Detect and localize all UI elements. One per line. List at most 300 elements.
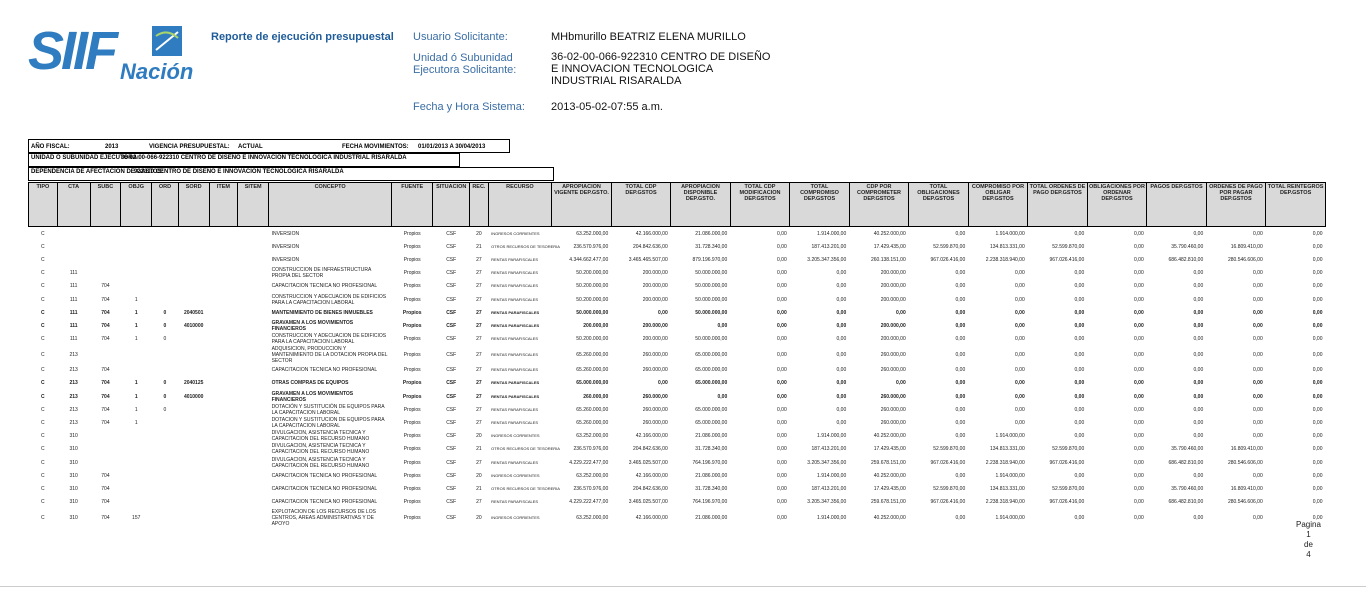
table-cell: 4.229.222.477,00: [569, 499, 609, 506]
table-cell: 27: [476, 459, 482, 466]
table-cell: 1.914.000,00: [995, 230, 1025, 237]
table-cell: [121, 280, 152, 293]
table-cell: 21: [476, 485, 482, 492]
table-cell: 1: [134, 336, 138, 343]
table-cell: 0,00: [955, 283, 966, 290]
table-cell: Propios: [402, 309, 422, 316]
table-cell: CSF: [446, 514, 457, 521]
table-cell: 0,00: [1193, 336, 1204, 343]
table-cell: 686.482.810,00: [1168, 256, 1204, 263]
table-cell: 17.429.435,00: [873, 243, 906, 250]
table-cell: 27: [476, 322, 482, 329]
table-cell: Propios: [403, 256, 421, 263]
vigencia-label: VIGENCIA PRESUPUESTAL:: [149, 144, 230, 150]
table-cell: 31.728.340,00: [695, 446, 728, 453]
table-cell: EXPLOTACION DE LOS RECURSOS DE LOS CENTROS, AREAS ADMINISTRATIVAS Y DE APOYO: [271, 508, 376, 527]
table-cell: 280.546.606,00: [1227, 459, 1263, 466]
table-row: [29, 280, 1326, 293]
table-cell: 157: [132, 514, 141, 521]
table-cell: 0,00: [1074, 380, 1085, 387]
table-cell: 187.413.201,00: [811, 243, 847, 250]
logo-subtext: Nación: [120, 59, 194, 84]
table-cell: 0,00: [777, 420, 787, 427]
table-cell: 0,00: [1134, 499, 1144, 506]
table-row: [29, 416, 1326, 429]
table-cell: DOTACIÓN Y SUSTITUCIÓN DE EQUIPOS PARA LA CAPACITACION LABORAL: [271, 403, 385, 416]
table-cell: 0,00: [836, 351, 847, 358]
table-cell: 0,00: [1253, 380, 1263, 387]
table-cell: 764.196.970,00: [692, 459, 728, 466]
table-cell: 65.260.000,00: [576, 351, 609, 358]
table-cell: 0,00: [1253, 351, 1263, 358]
table-cell: 50.000.000,00: [695, 309, 728, 316]
table-cell: Propios: [403, 485, 421, 492]
page-label: Pagina: [1296, 520, 1321, 529]
table-cell: [238, 390, 269, 403]
table-cell: [152, 509, 179, 527]
table-cell: 0,00: [1193, 433, 1204, 440]
column-header: ITEM: [209, 183, 238, 227]
table-cell: 1.914.000,00: [995, 514, 1025, 521]
fiscal-value: 2013: [105, 144, 119, 150]
table-cell: 52.599.870,00: [933, 485, 966, 492]
table-cell: [121, 227, 152, 241]
fiscal-label: AÑO FISCAL:: [31, 144, 70, 150]
table-cell: INGRESOS CORRIENTES: [491, 472, 540, 478]
table-cell: 42.166.000,00: [635, 433, 668, 440]
table-cell: RENTAS PARAFISCALES: [491, 367, 539, 373]
table-cell: 0,00: [1312, 485, 1323, 492]
table-cell: 0,00: [955, 380, 966, 387]
table-cell: [90, 456, 121, 469]
table-cell: 1: [134, 309, 138, 316]
table-cell: 310: [69, 446, 78, 453]
table-cell: 260.000,00: [880, 367, 906, 374]
table-cell: 0,00: [1074, 309, 1085, 316]
table-cell: 0,00: [1312, 393, 1323, 400]
table-cell: [209, 364, 238, 377]
table-cell: 0,00: [1312, 336, 1323, 343]
table-cell: [178, 267, 209, 280]
table-cell: 0,00: [1015, 270, 1025, 277]
table-cell: [209, 319, 238, 332]
table-cell: C: [41, 433, 45, 440]
logo-text: SIIF: [28, 21, 116, 81]
column-header: ORD: [152, 183, 179, 227]
table-cell: RENTAS PARAFISCALES: [491, 283, 539, 289]
table-cell: [90, 240, 121, 253]
table-cell: 50.000.000,00: [576, 309, 609, 316]
table-cell: 704: [101, 514, 110, 521]
column-header: SITEM: [238, 183, 269, 227]
table-cell: 0,00: [1312, 283, 1323, 290]
user-value: MHbmurillo BEATRIZ ELENA MURILLO: [551, 31, 746, 43]
table-cell: 0,00: [955, 433, 966, 440]
table-cell: RENTAS PARAFISCALES: [491, 256, 539, 262]
table-cell: CSF: [446, 283, 457, 290]
table-cell: 50.200.000,00: [576, 270, 609, 277]
table-cell: 0,00: [1193, 393, 1204, 400]
column-header: OBJG: [121, 183, 152, 227]
table-cell: [238, 306, 269, 319]
table-cell: 40.252.000,00: [873, 230, 906, 237]
column-header: RECURSO: [488, 183, 552, 227]
table-cell: 280.546.606,00: [1227, 499, 1263, 506]
table-cell: [152, 293, 179, 306]
table-cell: 0,00: [1074, 393, 1085, 400]
column-header: FUENTE: [392, 183, 433, 227]
table-cell: 0,00: [1312, 380, 1323, 387]
table-cell: 40.252.000,00: [873, 514, 906, 521]
table-cell: 0,00: [1193, 230, 1204, 237]
table-cell: [121, 430, 152, 443]
table-cell: 0,00: [1074, 296, 1085, 303]
table-cell: 0,00: [1253, 283, 1263, 290]
unit-value-1: 36-02-00-066-922310 CENTRO DE DISEÑO: [551, 51, 771, 63]
table-cell: [178, 293, 209, 306]
table-cell: 0,00: [777, 393, 787, 400]
table-cell: CSF: [446, 420, 457, 427]
column-header: TOTAL CDP MODIFICACION DEP.GSTOS: [730, 183, 790, 227]
table-cell: 0: [163, 309, 167, 316]
column-header: SITUACION: [433, 183, 470, 227]
table-cell: 0: [163, 336, 167, 343]
table-cell: 0,00: [1193, 351, 1204, 358]
table-cell: 0,00: [1193, 406, 1204, 413]
table-cell: 0,00: [1074, 351, 1085, 358]
table-cell: 0,00: [1134, 243, 1144, 250]
table-cell: 2.238.318.940,00: [985, 459, 1025, 466]
table-cell: Propios: [403, 367, 421, 374]
table-cell: CSF: [446, 230, 457, 237]
table-cell: [238, 430, 269, 443]
table-cell: 0,00: [777, 514, 787, 521]
table-cell: 2040125: [183, 380, 204, 387]
table-cell: [152, 253, 179, 266]
table-cell: 1: [134, 296, 138, 303]
table-cell: 0,00: [1193, 420, 1204, 427]
table-cell: C: [41, 351, 45, 358]
table-cell: 2.238.318.940,00: [985, 256, 1025, 263]
table-cell: CONSTRUCCION Y ADECUACION DE EDIFICIOS PARA LA CAPACITACION LABORAL: [271, 333, 387, 346]
table-cell: 260.000,00: [583, 393, 609, 400]
table-cell: DIVULGACION, ASISTENCIA TECNICA Y CAPACITACION DEL RECURSO HUMANO: [271, 456, 370, 469]
table-cell: 200.000,00: [880, 296, 906, 303]
table-cell: 0,00: [955, 514, 966, 521]
table-row: [29, 267, 1326, 280]
table-cell: 0,00: [955, 270, 966, 277]
table-cell: 0,00: [836, 406, 847, 413]
table-cell: 187.413.201,00: [811, 485, 847, 492]
column-header: APROPIACION VIGENTE DEP.GSTO.: [552, 183, 612, 227]
table-cell: [209, 253, 238, 266]
table-cell: 27: [476, 256, 482, 263]
table-cell: CSF: [446, 393, 457, 400]
table-cell: [152, 227, 179, 241]
table-row: [29, 333, 1326, 346]
table-cell: [238, 293, 269, 306]
table-cell: Propios: [403, 446, 421, 453]
table-cell: 16.809.410,00: [1230, 446, 1263, 453]
table-cell: 236.570.976,00: [573, 485, 609, 492]
table-cell: [209, 227, 238, 241]
table-cell: 0,00: [1074, 472, 1085, 479]
table-cell: 20: [476, 433, 482, 440]
table-cell: [90, 227, 121, 241]
table-cell: 0,00: [1312, 322, 1323, 329]
table-cell: 0: [163, 322, 167, 329]
table-cell: 65.000.000,00: [576, 380, 609, 387]
table-cell: 40.252.000,00: [873, 472, 906, 479]
column-header: SUBC: [90, 183, 121, 227]
table-cell: 310: [69, 433, 78, 440]
table-cell: 0,00: [1074, 420, 1085, 427]
table-cell: 0,00: [1134, 420, 1144, 427]
table-cell: C: [41, 230, 45, 237]
table-cell: DIVULGACION, ASISTENCIA TECNICA Y CAPACITACION DEL RECURSO HUMANO: [271, 430, 370, 443]
table-cell: [152, 456, 179, 469]
date-value: 2013-05-02-07:55 a.m.: [551, 101, 663, 113]
table-cell: 686.482.810,00: [1168, 499, 1204, 506]
table-cell: CAPACITACION TECNICA NO PROFESIONAL: [271, 283, 378, 290]
bottom-divider: [0, 586, 1366, 587]
vigencia-value: ACTUAL: [238, 144, 263, 150]
table-cell: C: [41, 256, 45, 263]
table-cell: RENTAS PARAFISCALES: [491, 270, 539, 276]
table-cell: RENTAS PARAFISCALES: [491, 499, 539, 505]
table-cell: 0,00: [1134, 351, 1144, 358]
table-cell: 0,00: [1253, 433, 1263, 440]
table-cell: 0,00: [836, 270, 847, 277]
table-cell: C: [41, 380, 45, 387]
table-cell: 204.842.636,00: [632, 446, 668, 453]
table-cell: [209, 267, 238, 280]
table-cell: 1: [134, 380, 138, 387]
table-cell: CSF: [446, 499, 457, 506]
table-cell: CSF: [446, 309, 457, 316]
table-cell: INVERSION: [271, 230, 300, 237]
table-cell: 50.000.000,00: [695, 336, 728, 343]
table-cell: [209, 346, 238, 364]
table-cell: 0,00: [955, 420, 966, 427]
table-cell: 260.000,00: [880, 351, 906, 358]
table-cell: CONSTRUCCION Y ADECUACION DE EDIFICIOS PARA LA CAPACITACION LABORAL: [271, 293, 387, 306]
table-cell: [178, 456, 209, 469]
table-cell: 260.000,00: [642, 420, 668, 427]
table-cell: 17.429.435,00: [873, 446, 906, 453]
table-cell: 0,00: [1312, 351, 1323, 358]
table-cell: 0,00: [836, 420, 847, 427]
table-cell: DIVULGACION, ASISTENCIA TECNICA Y CAPACITACION DEL RECURSO HUMANO: [271, 443, 370, 456]
table-cell: GRAVAMEN A LOS MOVIMIENTOS FINANCIEROS: [271, 319, 354, 332]
table-cell: 1.914.000,00: [817, 230, 847, 237]
table-cell: 704: [101, 380, 110, 387]
table-cell: [238, 333, 269, 346]
table-cell: 134.813.331,00: [989, 243, 1025, 250]
table-cell: 260.000,00: [642, 393, 668, 400]
table-row: [29, 306, 1326, 319]
table-cell: 0,00: [777, 351, 787, 358]
table-cell: 42.166.000,00: [635, 230, 668, 237]
table-cell: Propios: [403, 406, 421, 413]
table-cell: 0,00: [1015, 380, 1025, 387]
table-cell: 27: [476, 380, 482, 387]
table-cell: [209, 390, 238, 403]
table-cell: INGRESOS CORRIENTES: [491, 230, 540, 236]
table-cell: [238, 364, 269, 377]
table-cell: 200.000,00: [642, 283, 668, 290]
table-cell: [121, 496, 152, 509]
table-cell: 187.413.201,00: [811, 446, 847, 453]
table-cell: [152, 496, 179, 509]
table-cell: 0,00: [1134, 406, 1144, 413]
report-title: Reporte de ejecución presupuestal: [211, 31, 394, 43]
table-cell: [209, 306, 238, 319]
table-cell: 0,00: [1015, 283, 1025, 290]
table-cell: 3.465.465.507,00: [628, 256, 668, 263]
table-cell: 0,00: [1312, 256, 1323, 263]
table-cell: 310: [69, 459, 78, 466]
table-cell: 0,00: [777, 270, 787, 277]
table-cell: [152, 364, 179, 377]
table-cell: 0,00: [1134, 393, 1144, 400]
column-header: TOTAL COMPROMISO DEP.GSTOS: [790, 183, 850, 227]
table-cell: 52.599.870,00: [1052, 243, 1085, 250]
table-cell: 0,00: [836, 380, 847, 387]
table-cell: 0,00: [1193, 283, 1204, 290]
table-cell: 0,00: [1312, 433, 1323, 440]
table-cell: C: [41, 309, 45, 316]
table-cell: 0,00: [777, 472, 787, 479]
table-cell: RENTAS PARAFISCALES: [491, 322, 540, 328]
table-cell: 686.482.810,00: [1168, 459, 1204, 466]
table-cell: [209, 430, 238, 443]
fecha-value: 01/01/2013 A 30/04/2013: [418, 144, 486, 150]
table-cell: 0,00: [777, 322, 787, 329]
table-cell: RENTAS PARAFISCALES: [491, 459, 539, 465]
table-cell: 0,00: [1134, 367, 1144, 374]
date-label: Fecha y Hora Sistema:: [413, 101, 525, 113]
table-cell: [121, 346, 152, 364]
table-cell: 0,00: [717, 393, 728, 400]
table-cell: 0,00: [955, 367, 966, 374]
dependencia-label: DEPENDENCIA DE AFECTACION DE GASTOS:: [31, 169, 164, 175]
table-cell: INGRESOS CORRIENTES: [491, 514, 540, 520]
table-cell: 0,00: [1015, 351, 1025, 358]
table-cell: 3.465.025.507,00: [628, 459, 668, 466]
table-cell: 204.842.636,00: [632, 243, 668, 250]
table-cell: [90, 346, 121, 364]
table-cell: [209, 509, 238, 527]
table-cell: 200.000,00: [642, 270, 668, 277]
table-cell: 0,00: [1074, 514, 1085, 521]
table-cell: GRAVAMEN A LOS MOVIMIENTOS FINANCIEROS: [271, 390, 354, 403]
table-cell: 35.790.460,00: [1171, 485, 1204, 492]
table-cell: 200.000,00: [642, 296, 668, 303]
table-cell: 0,00: [1134, 446, 1144, 453]
fecha-label: FECHA MOVIMIENTOS:: [342, 144, 409, 150]
table-cell: 0,00: [1312, 499, 1323, 506]
table-cell: INVERSION: [271, 243, 300, 250]
table-cell: 310: [69, 472, 78, 479]
table-cell: 27: [476, 420, 482, 427]
table-cell: 1: [134, 420, 138, 427]
table-cell: OTROS RECURSOS DE TESORERIA: [491, 485, 560, 491]
dependencia-info-box: [28, 167, 554, 181]
table-cell: 236.570.976,00: [573, 243, 609, 250]
table-cell: 704: [101, 296, 110, 303]
table-row: [29, 469, 1326, 482]
table-cell: OTROS RECURSOS DE TESORERIA: [491, 243, 560, 249]
table-cell: C: [41, 420, 45, 427]
table-cell: 35.790.460,00: [1171, 446, 1204, 453]
table-cell: [121, 364, 152, 377]
table-cell: 0,00: [777, 309, 787, 316]
table-cell: [152, 416, 179, 429]
table-cell: [238, 509, 269, 527]
table-cell: 0,00: [777, 406, 787, 413]
table-cell: CONSTRUCCION DE INFRAESTRUCTURA PROPIA DEL SECTOR: [271, 267, 372, 280]
table-cell: RENTAS PARAFISCALES: [491, 336, 539, 342]
table-cell: 200.000,00: [642, 322, 668, 329]
table-cell: 0,00: [777, 296, 787, 303]
table-cell: Propios: [403, 459, 421, 466]
table-cell: 20: [476, 472, 482, 479]
unidad-info-box: [28, 153, 460, 167]
table-cell: C: [41, 514, 45, 521]
table-cell: [209, 293, 238, 306]
table-cell: Propios: [403, 351, 421, 358]
table-cell: CSF: [446, 459, 457, 466]
table-cell: [178, 333, 209, 346]
column-header: ORDENES DE PAGO POR PAGAR DEP.GSTOS: [1206, 183, 1266, 227]
table-cell: 0,00: [1134, 433, 1144, 440]
column-header: CDP POR COMPROMETER DEP.GSTOS: [849, 183, 909, 227]
table-cell: 0,00: [777, 256, 787, 263]
table-cell: 0,00: [1312, 472, 1323, 479]
table-cell: 0,00: [1312, 367, 1323, 374]
table-cell: 27: [476, 406, 482, 413]
column-header: TOTAL REINTEGROS DEP.GSTOS: [1266, 183, 1326, 227]
table-cell: 704: [101, 420, 110, 427]
table-cell: 310: [69, 485, 78, 492]
table-cell: INGRESOS CORRIENTES: [491, 433, 540, 439]
table-cell: CAPACITACION TECNICA NO PROFESIONAL: [271, 499, 378, 506]
table-cell: 3.205.347.356,00: [807, 499, 847, 506]
table-cell: [178, 240, 209, 253]
table-cell: 280.546.606,00: [1227, 256, 1263, 263]
table-cell: 0,00: [777, 380, 787, 387]
table-cell: [178, 509, 209, 527]
table-cell: 21.086.000,00: [695, 433, 728, 440]
table-cell: 236.570.976,00: [573, 446, 609, 453]
table-cell: 0,00: [1253, 367, 1263, 374]
table-cell: 1.914.000,00: [995, 472, 1025, 479]
table-cell: 111: [69, 270, 78, 277]
table-cell: 0,00: [1015, 309, 1025, 316]
table-cell: RENTAS PARAFISCALES: [491, 380, 540, 386]
table-cell: [121, 443, 152, 456]
table-row: [29, 377, 1326, 390]
table-cell: [238, 482, 269, 495]
table-cell: 704: [101, 336, 110, 343]
page-total: 4: [1306, 550, 1311, 559]
table-cell: [121, 240, 152, 253]
table-cell: Propios: [403, 472, 421, 479]
table-cell: 213: [69, 380, 78, 387]
table-cell: 50.000.000,00: [695, 283, 728, 290]
table-cell: 63.252.000,00: [576, 514, 609, 521]
